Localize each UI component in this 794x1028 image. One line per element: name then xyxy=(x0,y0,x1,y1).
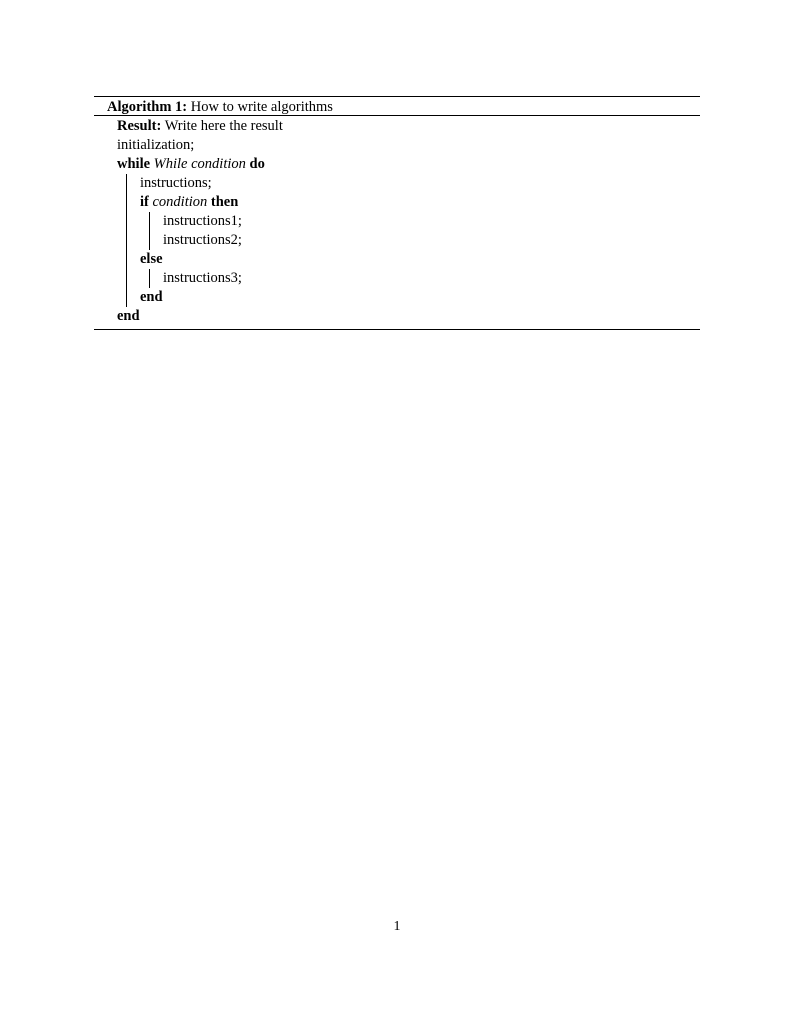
while-keyword: while xyxy=(117,156,151,172)
instructions1-line: instructions1; xyxy=(163,213,242,229)
end-if-keyword: end xyxy=(140,289,163,305)
if-line xyxy=(140,193,700,212)
instructions-line: instructions; xyxy=(140,175,212,191)
while-block xyxy=(126,174,700,307)
algorithm-caption-title: How to write algorithms xyxy=(190,99,333,115)
initialization-line: initialization; xyxy=(117,137,195,153)
do-keyword: do xyxy=(249,156,265,172)
algorithm-caption xyxy=(94,97,700,116)
else-keyword: else xyxy=(140,251,163,267)
algorithm-caption-label: Algorithm 1: xyxy=(107,99,188,115)
result-text: Write here the result xyxy=(164,118,283,134)
end-while-keyword: end xyxy=(117,308,140,324)
while-condition: While condition xyxy=(153,156,246,172)
page-number: 1 xyxy=(393,919,401,934)
if-keyword: if xyxy=(140,194,149,210)
if-block xyxy=(149,212,700,250)
instructions3-line: instructions3; xyxy=(163,270,242,286)
if-condition: condition xyxy=(152,194,208,210)
then-keyword: then xyxy=(210,194,239,210)
result-line xyxy=(117,117,700,136)
else-block xyxy=(149,269,700,288)
instructions2-line: instructions2; xyxy=(163,232,242,248)
algorithm-body xyxy=(94,116,700,329)
algorithm-float xyxy=(94,96,700,330)
result-keyword: Result: xyxy=(117,118,162,134)
while-line xyxy=(117,155,700,174)
